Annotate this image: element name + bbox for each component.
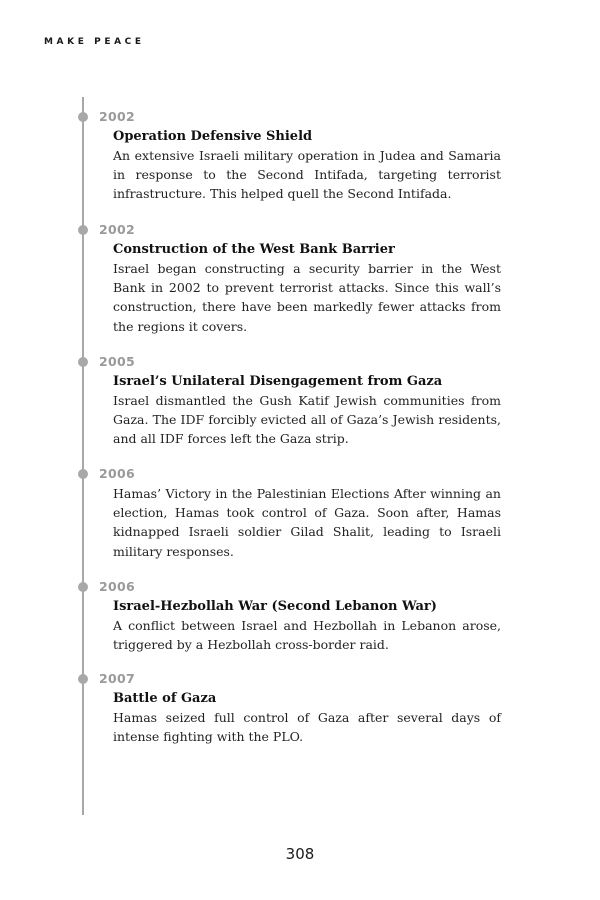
entry-year: 2007: [99, 671, 135, 686]
entry-body: Hamas seized full control of Gaza after several days of intense fighting with the PLO.: [113, 710, 501, 745]
timeline-dot: [78, 112, 88, 122]
entry-title: Israel’s Unilateral Disengagement from Gaza: [113, 374, 443, 389]
entry-body: Israel began constructing a security barrier in the West Bank in 2002 to prevent terrorist attacks. Since this wall’s construction, there have been markedly fewer attacks from the regions it covers.: [113, 261, 501, 334]
entry-body: An extensive Israeli military operation in Judea and Samaria in response to the Second Intifada, targeting terrorist infrastructure. This helped quell the Second Intifada.: [113, 148, 501, 202]
entry-title: Construction of the West Bank Barrier: [113, 242, 395, 257]
entry-body: Israel dismantled the Gush Katif Jewish communities from Gaza. The IDF forcibly evicted all of Gaza’s Jewish residents, and all IDF forces left the Gaza strip.: [113, 393, 501, 447]
page-number: 308: [285, 845, 315, 863]
timeline-entry: [78, 108, 501, 204]
timeline-entry: [78, 578, 501, 654]
running-head: MAKE PEACE: [44, 37, 145, 47]
timeline-entry: [78, 465, 501, 561]
entry-body: A conflict between Israel and Hezbollah in Lebanon arose, triggered by a Hezbollah cross-border raid.: [113, 618, 501, 653]
entry-title: Operation Defensive Shield: [113, 129, 313, 144]
timeline-dot: [78, 469, 88, 479]
timeline-dot: [78, 582, 88, 592]
timeline-entry: [78, 221, 501, 336]
entry-year: 2005: [99, 354, 135, 369]
entry-title: Israel-Hezbollah War (Second Lebanon War): [113, 599, 437, 614]
entry-title: Battle of Gaza: [113, 691, 217, 706]
timeline-entry: [78, 353, 501, 449]
entry-body: Hamas’ Victory in the Palestinian Elections After winning an election, Hamas took control of Gaza. Soon after, Hamas kidnapped Israeli soldier Gilad Shalit, leading to Israeli military responses.: [113, 486, 501, 559]
entry-year: 2006: [99, 579, 135, 594]
entry-year: 2002: [99, 109, 135, 124]
timeline-entry: [78, 670, 501, 746]
entry-year: 2006: [99, 466, 135, 481]
timeline-dot: [78, 357, 88, 367]
timeline-dot: [78, 674, 88, 684]
entry-year: 2002: [99, 222, 135, 237]
timeline-dot: [78, 225, 88, 235]
